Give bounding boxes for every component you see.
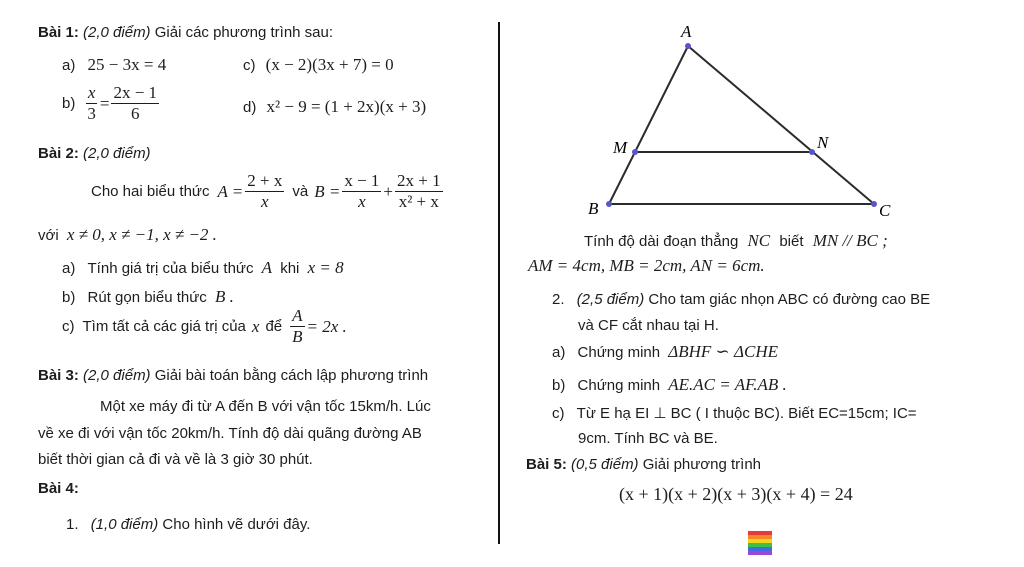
bai5-heading	[526, 456, 761, 473]
bai1-points: (2,0 điểm)	[83, 24, 151, 41]
bai1-c-label: c)	[243, 57, 256, 74]
bai3-points: (2,0 điểm)	[83, 367, 151, 384]
bai2-qb-label: b)	[62, 289, 76, 306]
bai2-qb-text: Rút gọn biểu thức	[87, 289, 207, 306]
segment-AB	[609, 46, 688, 204]
point-B	[606, 201, 612, 207]
bai4-item1-text: Cho hình vẽ dưới đây.	[162, 516, 311, 533]
bai1-heading	[38, 24, 333, 41]
bai2-qb	[62, 287, 234, 307]
bai2-qc-de: để	[265, 318, 283, 335]
bai2-expressions	[91, 172, 445, 211]
bai4-item1	[66, 516, 310, 533]
bai2-a-den: x	[261, 192, 269, 211]
label-A: A	[681, 22, 692, 41]
point-N	[809, 149, 815, 155]
bai4-q1-line1	[584, 231, 888, 251]
bai1-b-den1: 3	[87, 104, 96, 123]
bai2-qc-text: Tìm tất cả các giá trị của	[82, 318, 246, 335]
bai2-qc-num: A	[292, 306, 303, 325]
bai2-points: (2,0 điểm)	[83, 145, 151, 162]
bai1-b-equal-sign: =	[99, 93, 110, 113]
bai2-conj: và	[292, 183, 309, 200]
label-C: C	[879, 201, 891, 220]
bai2-qc-rhs: = 2x .	[306, 316, 347, 336]
bai2-b-num2: 2x + 1	[397, 171, 441, 190]
bai2-qa-eq: x = 8	[307, 258, 344, 277]
bai4-item2-b	[552, 375, 787, 395]
triangle-figure	[580, 18, 900, 224]
bai4-q1-values: AM = 4cm, MB = 2cm, AN = 6cm.	[528, 256, 765, 275]
label-B: B	[588, 199, 599, 218]
bai2-condition	[38, 225, 217, 245]
bai2-title: Bài 2:	[38, 145, 79, 162]
bai3-title: Bài 3:	[38, 367, 79, 384]
label-N: N	[817, 133, 829, 152]
column-divider	[498, 22, 500, 544]
bai4-item2-label: 2.	[552, 291, 565, 308]
bai3-heading	[38, 367, 428, 384]
bai1-c	[243, 55, 394, 75]
bai2-b-den2: x² + x	[398, 192, 439, 211]
bai1-instruction: Giải các phương trình sau:	[154, 24, 334, 41]
bai5-instruction: Giải phương trình	[642, 456, 762, 473]
bai2-qc-label: c)	[62, 318, 75, 335]
bai2-a-fraction	[245, 172, 284, 211]
bai4-item2-a-text: Chứng minh	[577, 344, 661, 361]
bai2-qc-var: x	[251, 316, 260, 336]
bai4-item2	[552, 291, 930, 308]
label-M: M	[613, 138, 628, 157]
bai3-line1: Một xe máy đi từ A đến B với vận tốc 15km/h. Lúc	[100, 398, 431, 415]
bai4-item2-points: (2,5 điểm)	[576, 291, 645, 308]
bai4-item2-b-text: Chứng minh	[577, 377, 661, 394]
bai2-b-fraction2	[395, 172, 443, 211]
bai2-a-lhs: A =	[217, 181, 244, 201]
bai2-qb-var: B .	[214, 287, 234, 306]
bai1-c-equation: (x − 2)(3x + 7) = 0	[265, 55, 394, 74]
bai4-item2-a	[552, 342, 778, 362]
bai1-b-fraction-left	[85, 84, 98, 123]
bai1-d-equation: x² − 9 = (1 + 2x)(x + 3)	[266, 97, 427, 116]
bai2-b-den1: x	[358, 192, 366, 211]
bai1-b	[62, 84, 161, 123]
bai2-qc-den: B	[292, 327, 303, 346]
bai2-qc	[62, 307, 347, 346]
point-A	[685, 43, 691, 49]
bai3-line3: biết thời gian cả đi và về là 3 giờ 30 phút.	[38, 451, 313, 468]
bai2-intro: Cho hai biểu thức	[91, 183, 210, 200]
bai4-q1-parallel: MN // BC ;	[812, 231, 888, 250]
bai2-plus: +	[383, 181, 393, 201]
bai4-q1-text-b: biết	[779, 233, 804, 250]
bai4-item2-c	[552, 404, 917, 422]
bai1-b-num2: 2x − 1	[113, 83, 158, 102]
bai2-heading	[38, 145, 151, 162]
bai4-title: Bài 4:	[38, 480, 79, 497]
bai4-item2-c-label: c)	[552, 405, 565, 422]
bai2-qa-when: khi	[280, 260, 300, 277]
bai2-b-num1: x − 1	[344, 171, 380, 190]
bai2-qa-var: A	[261, 258, 273, 277]
bai4-heading	[38, 480, 79, 497]
bai4-item2-c-text2: 9cm. Tính BC và BE.	[578, 430, 718, 447]
bai4-item2-a-math: ΔBHF ∽ ΔCHE	[668, 342, 779, 361]
bai5-title: Bài 5:	[526, 456, 567, 473]
bai4-item2-text1: Cho tam giác nhọn ABC có đường cao BE	[648, 291, 931, 308]
bai1-a	[62, 55, 166, 75]
bai5-equation: (x + 1)(x + 2)(x + 3)(x + 4) = 24	[619, 484, 853, 504]
bai4-item2-a-label: a)	[552, 344, 566, 361]
bai4-item2-text2: và CF cắt nhau tại H.	[578, 317, 719, 334]
bai1-a-equation: 25 − 3x = 4	[87, 55, 167, 74]
bai2-condition-prefix: với	[38, 227, 59, 244]
bai1-b-fraction-right	[111, 84, 159, 123]
bai4-q1-nc: NC	[747, 231, 771, 250]
bai1-b-num1: x	[87, 83, 96, 102]
bai4-item2-b-label: b)	[552, 377, 566, 394]
bai1-a-label: a)	[62, 57, 76, 74]
bai4-item1-label: 1.	[66, 516, 79, 533]
bai1-b-label: b)	[62, 95, 76, 112]
bai2-b-fraction1	[342, 172, 381, 211]
bai3-instruction: Giải bài toán bằng cách lập phương trình	[154, 367, 429, 384]
bai4-item2-b-math: AE.AC = AF.AB .	[668, 375, 787, 394]
bai2-qa-label: a)	[62, 260, 76, 277]
bai1-d	[243, 97, 426, 117]
rainbow-logo-icon	[744, 527, 778, 557]
bai2-qa	[62, 258, 344, 278]
bai4-item2-c-text1: Từ E hạ EI ⊥ BC ( I thuộc BC). Biết EC=15cm; IC=	[576, 405, 917, 422]
bai3-line2: về xe đi với vận tốc 20km/h. Tính độ dài quãng đường AB	[38, 425, 422, 442]
bai1-d-label: d)	[243, 99, 257, 116]
bai4-q1-text-a: Tính độ dài đoạn thẳng	[584, 233, 739, 250]
bai2-a-num: 2 + x	[247, 171, 283, 190]
bai1-b-den2: 6	[130, 104, 140, 123]
bai2-qc-fraction	[290, 307, 304, 346]
bai4-item1-points: (1,0 điểm)	[90, 516, 159, 533]
point-M	[632, 149, 638, 155]
segment-AC	[688, 46, 874, 204]
bai1-title: Bài 1:	[38, 24, 79, 41]
bai5-points: (0,5 điểm)	[571, 456, 639, 473]
bai2-qa-text: Tính giá trị của biểu thức	[87, 260, 254, 277]
bai2-b-lhs: B =	[314, 181, 341, 201]
point-C	[871, 201, 877, 207]
bai2-condition-math: x ≠ 0, x ≠ −1, x ≠ −2 .	[66, 225, 217, 244]
